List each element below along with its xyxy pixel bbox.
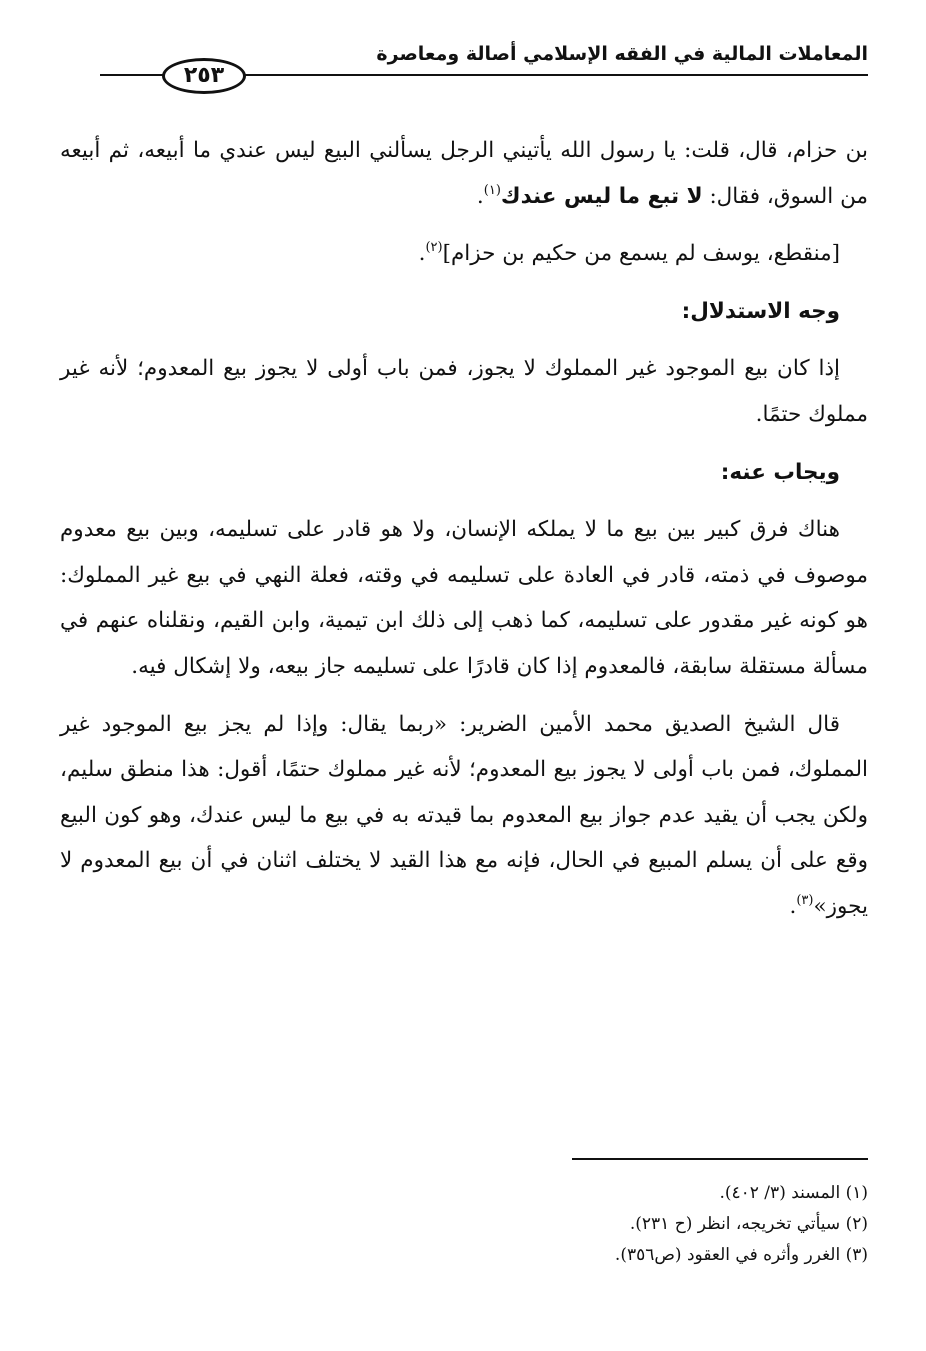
grading-end: . [418,241,426,267]
running-title: المعاملات المالية في الفقه الإسلامي أصالة ومعاصرة [376,43,868,65]
footnote-ref-1: (١) [483,182,501,198]
footnote-2: (٢) سيأتي تخريجه، انظر (ح ٢٣١). [629,1214,868,1234]
page-number: ٢٥٣ [162,58,246,94]
paragraph-inference: إذا كان بيع الموجود غير المملوك لا يجوز، فمن باب أولى لا يجوز بيع المعدوم؛ لأنه غير مملوك حتمًا. [60,356,868,427]
footnotes [60,1178,868,1271]
heading-inference: وجه الاستدلال: [681,298,840,324]
footnote-ref-3: (٣) [796,892,814,908]
main-text [60,128,868,942]
heading-response: ويجاب عنه: [720,459,840,485]
paragraph-hadith-text: بن حزام، قال، قلت: يا رسول الله يأتيني الرجل يسألني البيع ليس عندي ما أبيعه، ثم أبيعه من السوق، فقال: [60,138,868,209]
paragraph-grading [60,231,868,277]
footnote-1: (١) المسند (٣/ ٤٠٢). [719,1183,868,1203]
paragraph-hadith-end: . [476,183,484,209]
paragraph-quote [60,702,868,930]
paragraph-hadith [60,128,868,219]
quote-text: قال الشيخ الصديق محمد الأمين الضرير: «ربما يقال: وإذا لم يجز بيع الموجود غير المملوك، فمن باب أولى لا يجوز بيع المعدوم؛ لأنه غير مملوك حتمًا، أقول: هذا منطق سليم، ولكن يجب أن يقيد عدم جواز بيع المعدوم بما قيدته به في بيع ما ليس عندك، وهو كون البيع وقع على أن يسلم المبيع في الحال، فإنه مع هذا القيد لا يختلف اثنان في أن بيع المعدوم لا يجوز» [60,711,868,919]
footnote-rule [572,1158,868,1160]
grading-text: [منقطع، يوسف لم يسمع من حكيم بن حزام] [442,241,840,267]
footnote-ref-2: (٢) [425,240,443,256]
footnote-3: (٣) الغرر وأثره في العقود (ص٣٥٦). [614,1245,868,1265]
hadith-quote: لا تبع ما ليس عندك [500,183,703,209]
paragraph-response: هناك فرق كبير بين بيع ما لا يملكه الإنسان، ولا هو قادر على تسليمه، وبين بيع معدوم موصوف في ذمته، قادر في العادة على تسليمه في وقته، فعلة النهي في بيع غير المملوك: هو كونه غير مقدور على تسليمه، كما ذهب إلى ذلك ابن تيمية، وابن القيم، ونقلناه عنهم في مسألة مستقلة سابقة، فالمعدوم إذا كان قادرًا على تسليمه جاز بيعه، ولا إشكال فيه. [60,517,868,679]
quote-end: . [789,893,797,919]
